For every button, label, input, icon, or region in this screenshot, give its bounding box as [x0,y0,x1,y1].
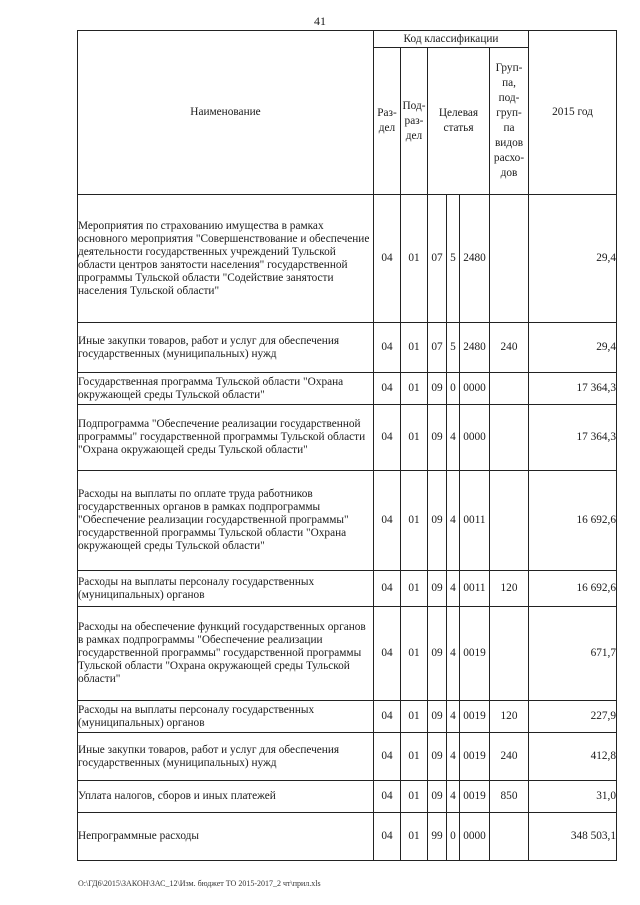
row-target-program-cell: 09 [428,571,447,607]
row-target-direction-cell: 0011 [460,571,490,607]
row-target-direction-cell: 2480 [460,323,490,373]
row-section-cell: 04 [374,813,401,861]
row-target-subprogram-cell: 4 [447,571,460,607]
row-amount-cell: 29,4 [529,195,617,323]
row-name-cell: Уплата налогов, сборов и иных платежей [78,781,374,813]
row-subsection-cell: 01 [401,471,428,571]
row-target-subprogram-cell: 4 [447,701,460,733]
row-name-cell: Непрограммные расходы [78,813,374,861]
row-subsection-cell: 01 [401,733,428,781]
page-number: 41 [314,14,326,28]
row-name-cell: Расходы на обеспечение функций государственных органов в рамках подпрограммы "Обеспечение реализации государственной программы" государственной программы Тульской области "Охрана окружающей среды Тульской области" [78,607,374,701]
row-name-cell: Расходы на выплаты персоналу государственных (муниципальных) органов [78,571,374,607]
row-target-program-cell: 09 [428,405,447,471]
row-target-program-cell: 09 [428,733,447,781]
row-expense-group-cell [490,195,529,323]
table-row [78,405,617,471]
row-expense-group-cell [490,813,529,861]
column-header-subsection: Под- раз- дел [401,48,428,195]
row-subsection-cell: 01 [401,195,428,323]
row-target-direction-cell: 0019 [460,701,490,733]
row-name-cell: Подпрограмма "Обеспечение реализации государственной программы" государственной программы Тульской области "Охрана окружающей среды Тульской области" [78,405,374,471]
row-target-direction-cell: 0011 [460,471,490,571]
row-name-cell: Расходы на выплаты персоналу государственных (муниципальных) органов [78,701,374,733]
row-expense-group-cell: 120 [490,571,529,607]
column-header-section: Раз- дел [374,48,401,195]
row-expense-group-cell [490,607,529,701]
row-target-direction-cell: 0019 [460,607,490,701]
row-section-cell: 04 [374,323,401,373]
row-amount-cell: 671,7 [529,607,617,701]
row-amount-cell: 16 692,6 [529,471,617,571]
row-name-cell: Расходы на выплаты по оплате труда работников государственных органов в рамках подпрограммы "Обеспечение реализации государственной программы" государственной программы Тульской области "Охрана окружающей среды Тульской области" [78,471,374,571]
row-target-subprogram-cell: 4 [447,471,460,571]
row-section-cell: 04 [374,571,401,607]
row-target-program-cell: 07 [428,323,447,373]
row-amount-cell: 348 503,1 [529,813,617,861]
row-section-cell: 04 [374,781,401,813]
row-target-program-cell: 09 [428,701,447,733]
row-target-direction-cell: 0000 [460,373,490,405]
row-expense-group-cell: 120 [490,701,529,733]
row-subsection-cell: 01 [401,701,428,733]
row-name-cell: Иные закупки товаров, работ и услуг для обеспечения государственных (муниципальных) нужд [78,733,374,781]
row-section-cell: 04 [374,607,401,701]
table-row [78,781,617,813]
row-target-direction-cell: 2480 [460,195,490,323]
row-subsection-cell: 01 [401,323,428,373]
row-expense-group-cell: 240 [490,323,529,373]
row-subsection-cell: 01 [401,813,428,861]
row-target-program-cell: 09 [428,607,447,701]
table-row [78,471,617,571]
row-target-program-cell: 99 [428,813,447,861]
row-section-cell: 04 [374,733,401,781]
row-section-cell: 04 [374,701,401,733]
row-amount-cell: 29,4 [529,323,617,373]
column-header-expense-group: Груп- па, под- груп- па видов расхо- дов [490,48,529,195]
row-target-subprogram-cell: 4 [447,405,460,471]
table-row [78,701,617,733]
table-row [78,323,617,373]
row-target-subprogram-cell: 4 [447,607,460,701]
row-section-cell: 04 [374,471,401,571]
row-name-cell: Государственная программа Тульской области "Охрана окружающей среды Тульской области" [78,373,374,405]
column-header-year: 2015 год [529,31,617,195]
budget-table [77,30,617,861]
row-target-subprogram-cell: 5 [447,323,460,373]
row-subsection-cell: 01 [401,781,428,813]
table-row [78,195,617,323]
row-expense-group-cell [490,373,529,405]
row-expense-group-cell: 850 [490,781,529,813]
table-row [78,571,617,607]
row-target-program-cell: 09 [428,781,447,813]
row-expense-group-cell [490,405,529,471]
row-amount-cell: 412,8 [529,733,617,781]
table-row [78,733,617,781]
row-subsection-cell: 01 [401,571,428,607]
table-body [78,195,617,861]
row-expense-group-cell [490,471,529,571]
table-row [78,813,617,861]
row-section-cell: 04 [374,195,401,323]
row-target-subprogram-cell: 4 [447,781,460,813]
row-target-program-cell: 07 [428,195,447,323]
column-header-code-group: Код классификации [374,31,529,48]
row-target-subprogram-cell: 5 [447,195,460,323]
row-target-direction-cell: 0000 [460,813,490,861]
table-row [78,373,617,405]
row-amount-cell: 31,0 [529,781,617,813]
row-subsection-cell: 01 [401,405,428,471]
row-expense-group-cell: 240 [490,733,529,781]
row-target-direction-cell: 0019 [460,733,490,781]
row-section-cell: 04 [374,373,401,405]
row-target-direction-cell: 0000 [460,405,490,471]
row-target-program-cell: 09 [428,373,447,405]
row-subsection-cell: 01 [401,373,428,405]
row-amount-cell: 16 692,6 [529,571,617,607]
row-amount-cell: 17 364,3 [529,373,617,405]
row-target-subprogram-cell: 0 [447,373,460,405]
column-header-name: Наименование [78,31,374,195]
table-row [78,607,617,701]
row-subsection-cell: 01 [401,607,428,701]
row-target-subprogram-cell: 4 [447,733,460,781]
row-name-cell: Иные закупки товаров, работ и услуг для обеспечения государственных (муниципальных) нужд [78,323,374,373]
column-header-target-article: Целевая статья [428,48,490,195]
row-section-cell: 04 [374,405,401,471]
row-target-direction-cell: 0019 [460,781,490,813]
row-amount-cell: 17 364,3 [529,405,617,471]
row-target-subprogram-cell: 0 [447,813,460,861]
file-path-footer: O:\ГД6\2015\ЗАКОН\ЗАС_12\Изм. бюджет ТО 2015-2017_2 чт\прил.xls [78,879,321,888]
row-amount-cell: 227,9 [529,701,617,733]
row-name-cell: Мероприятия по страхованию имущества в рамках основного мероприятия "Совершенствование и обеспечение деятельности государственных учреждений Тульской области центров занятости населения" государственной программы Тульской области "Содействие занятости населения Тульской области" [78,195,374,323]
row-target-program-cell: 09 [428,471,447,571]
